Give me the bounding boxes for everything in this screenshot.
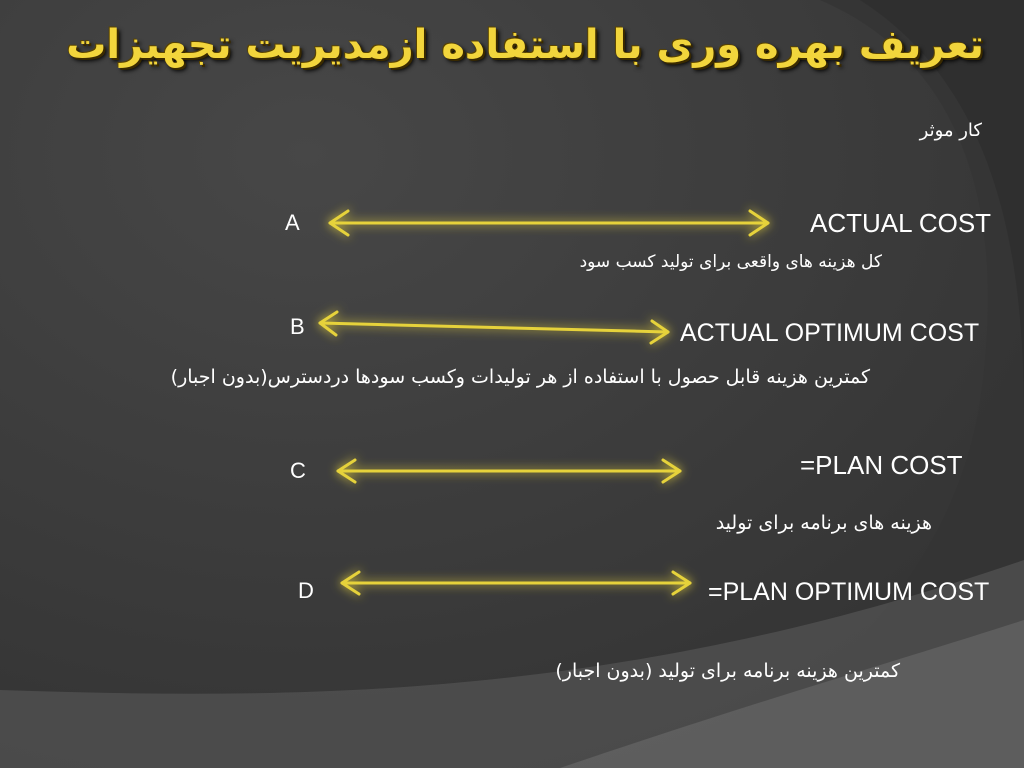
arrow-c — [338, 460, 680, 482]
arrow-d — [342, 572, 690, 594]
arrow-a — [330, 211, 768, 235]
letter-b: B — [290, 314, 305, 339]
description-plan-cost: هزینه های برنامه برای تولید — [715, 512, 932, 534]
letter-c: C — [290, 458, 306, 483]
letter-a: A — [285, 210, 300, 235]
label-plan-optimum-cost: =PLAN OPTIMUM COST — [708, 578, 990, 606]
description-actual-optimum-cost: کمترین هزینه قابل حصول با استفاده از هر تولیدات وکسب سودها دردسترس(بدون اجبار) — [170, 366, 870, 388]
description-actual-cost: کل هزینه های واقعی برای تولید کسب سود — [579, 252, 882, 272]
description-plan-optimum-cost: کمترین هزینه برنامه برای تولید (بدون اجبار) — [555, 660, 900, 682]
arrow-b — [320, 312, 668, 343]
slide-title: تعریف بهره وری با استفاده ازمدیریت تجهیزات — [66, 22, 984, 68]
letter-d: D — [298, 578, 314, 603]
label-plan-cost: =PLAN COST — [800, 450, 963, 480]
label-actual-optimum-cost: ACTUAL OPTIMUM COST — [680, 319, 980, 347]
label-actual-cost: ACTUAL COST — [810, 208, 992, 238]
subtitle-effective-work: کار موثر — [919, 120, 982, 141]
